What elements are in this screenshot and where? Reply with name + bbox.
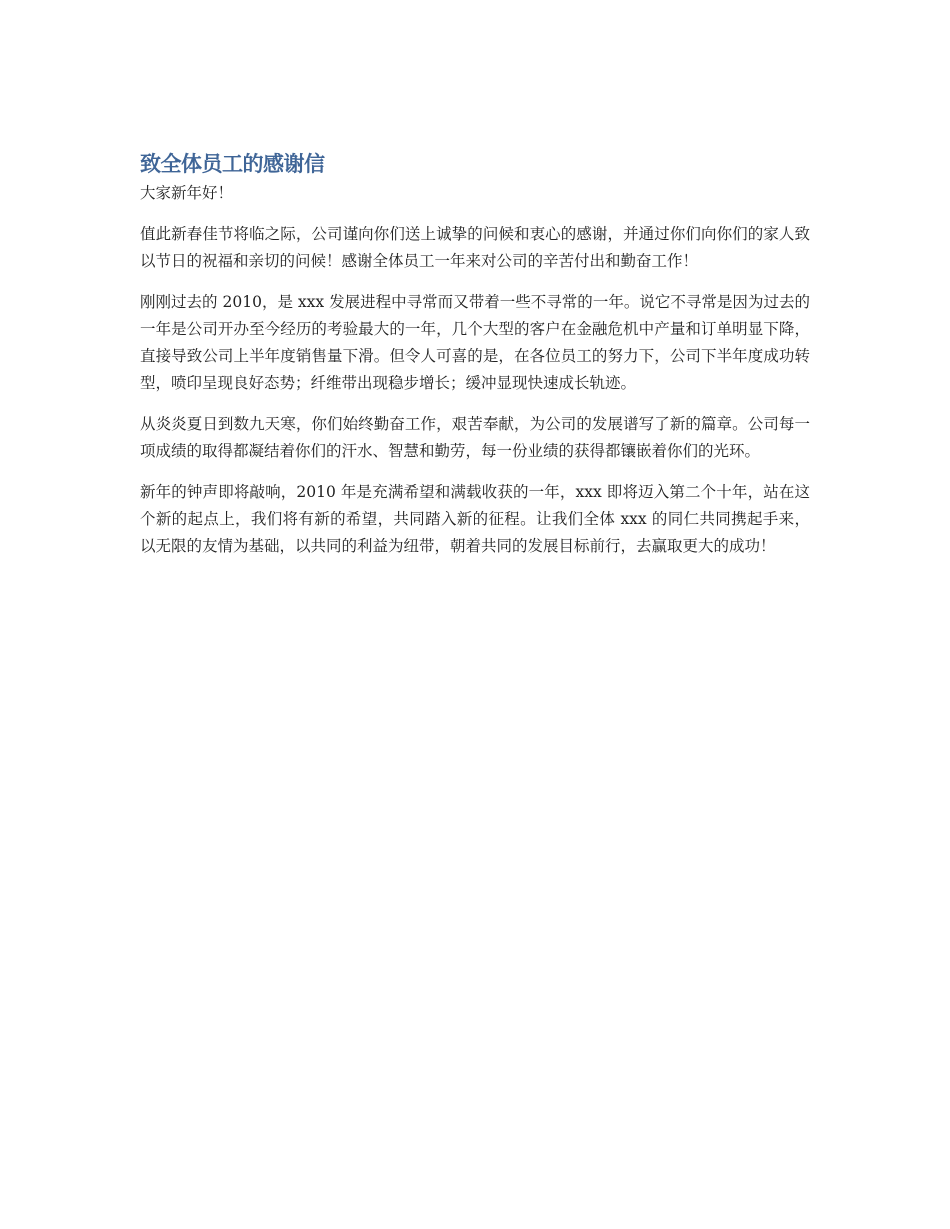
paragraph-4: 新年的钟声即将敲响，2010 年是充满希望和满载收获的一年，xxx 即将迈入第二个十年，站在这个新的起点上，我们将有新的希望，共同踏入新的征程。让我们全体 xxx 的同仁共同携起手来，以无限的友情为基础，以共同的利益为纽带，朝着共同的发展目标前行，去赢取更大的成功！ (140, 483, 810, 555)
paragraph-1: 值此新春佳节将临之际，公司谨向你们送上诚挚的问候和衷心的感谢，并通过你们向你们的家人致以节日的祝福和亲切的问候！感谢全体员工一年来对公司的辛苦付出和勤奋工作！ (140, 225, 810, 270)
paragraph-3: 从炎炎夏日到数九天寒，你们始终勤奋工作，艰苦奉献，为公司的发展谱写了新的篇章。公司每一项成绩的取得都凝结着你们的汗水、智慧和勤劳，每一份业绩的获得都镶嵌着你们的光环。 (140, 415, 810, 460)
letter-page (140, 148, 810, 574)
page-title: 致全体员工的感谢信 (140, 152, 325, 176)
greeting: 大家新年好！ (140, 184, 234, 202)
paragraph-2: 刚刚过去的 2010，是 xxx 发展进程中寻常而又带着一些不寻常的一年。说它不寻常是因为过去的一年是公司开办至今经历的考验最大的一年，几个大型的客户在金融危机中产量和订单明显下降，直接导致公司上半年度销售量下滑。但令人可喜的是，在各位员工的努力下，公司下半年度成功转型，喷印呈现良好态势；纤维带出现稳步增长；缓冲显现快速成长轨迹。 (140, 293, 810, 392)
